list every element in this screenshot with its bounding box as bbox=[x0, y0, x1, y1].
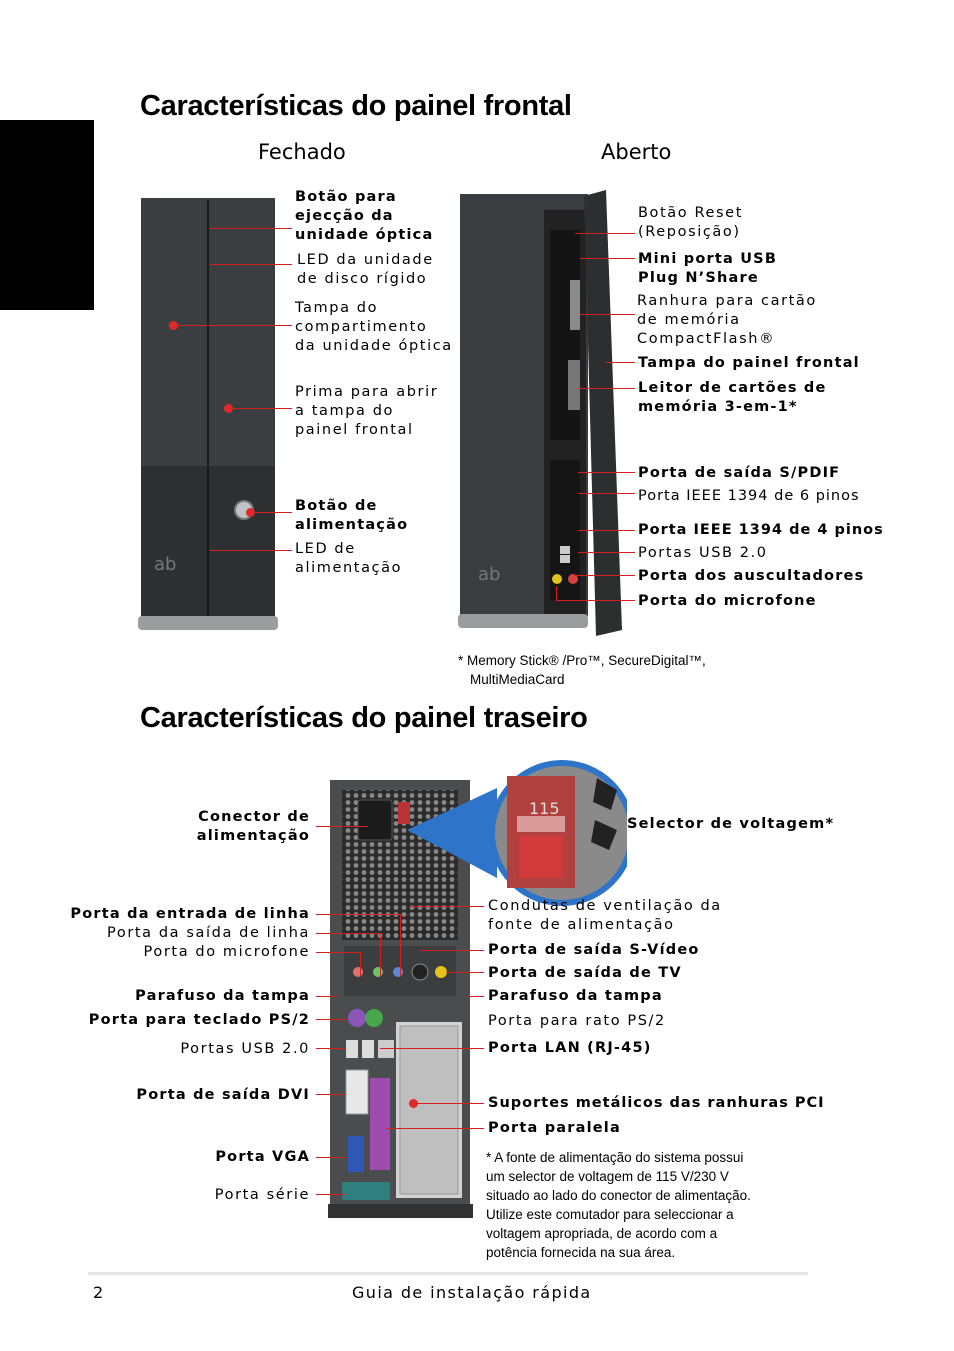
open-label: Aberto bbox=[601, 140, 672, 164]
front-panel-closed-image bbox=[136, 192, 280, 634]
callout-line-in: Porta da entrada de linha bbox=[70, 906, 310, 922]
voltage-selector-zoom bbox=[407, 758, 627, 913]
callout-front-panel-cover: Tampa do painel frontal bbox=[638, 355, 860, 371]
callout-optical-bay-cover: Tampa do compartimento da unidade óptica bbox=[295, 300, 453, 354]
callout-power-led: LED de alimentação bbox=[295, 541, 403, 576]
callout-mini-usb: Mini porta USB Plug N’Share bbox=[638, 251, 778, 286]
callout-ps2-keyboard: Porta para teclado PS/2 bbox=[88, 1012, 310, 1028]
language-side-tab bbox=[0, 120, 94, 310]
callout-cover-screw-right: Parafuso da tampa bbox=[488, 988, 663, 1004]
footer-rule bbox=[88, 1272, 808, 1275]
callout-line-out: Porta da saída de linha bbox=[107, 925, 310, 941]
callout-cover-screw-left: Parafuso da tampa bbox=[135, 988, 310, 1004]
callout-power-connector: Conector de alimentação bbox=[196, 809, 310, 844]
rear-panel-title: Características do painel traseiro bbox=[140, 702, 588, 734]
callout-tv-out: Porta de saída de TV bbox=[488, 965, 682, 981]
callout-eject-button: Botão para ejecção da unidade óptica bbox=[295, 189, 434, 243]
callout-serial-port: Porta série bbox=[214, 1187, 310, 1203]
callout-svideo-out: Porta de saída S-Vídeo bbox=[488, 942, 700, 958]
page-number: 2 bbox=[93, 1283, 105, 1302]
callout-press-to-open: Prima para abrir a tampa do painel frontal bbox=[295, 384, 439, 438]
callout-power-button: Botão de alimentação bbox=[295, 498, 409, 533]
callout-headphone-port: Porta dos auscultadores bbox=[638, 568, 865, 584]
svg-text:115: 115 bbox=[529, 799, 560, 818]
callout-psu-vents: Condutas de ventilação da fonte de alimentação bbox=[488, 898, 722, 933]
callout-usb-ports-rear: Portas USB 2.0 bbox=[180, 1041, 310, 1057]
callout-mic-rear: Porta do microfone bbox=[143, 944, 310, 960]
callout-usb-ports-front: Portas USB 2.0 bbox=[638, 545, 768, 561]
callout-hdd-led: LED da unidade de disco rígido bbox=[297, 252, 434, 287]
callout-ieee1394-4pin: Porta IEEE 1394 de 4 pinos bbox=[638, 522, 884, 538]
callout-parallel-port: Porta paralela bbox=[488, 1120, 621, 1136]
guide-title: Guia de instalação rápida bbox=[352, 1283, 592, 1302]
callout-ieee1394-6pin: Porta IEEE 1394 de 6 pinos bbox=[638, 488, 860, 504]
svg-text:ab: ab bbox=[154, 554, 177, 575]
front-footnote: * Memory Stick® /Pro™, SecureDigital™, MultiMediaCard bbox=[458, 653, 706, 687]
closed-label: Fechado bbox=[258, 140, 346, 164]
callout-dvi-out: Porta de saída DVI bbox=[136, 1087, 310, 1103]
callout-vga-port: Porta VGA bbox=[215, 1149, 310, 1165]
rear-footnote: * A fonte de alimentação do sistema possui um selector de voltagem de 115 V/230 V situado ao lado do conector de alimentação. Utilize este comutador para seleccionar a voltagem apropriada, de acordo com a potência fornecida na sua área. bbox=[486, 1150, 751, 1260]
callout-lan-port: Porta LAN (RJ-45) bbox=[488, 1040, 652, 1056]
callout-pci-brackets: Suportes metálicos das ranhuras PCI bbox=[488, 1095, 825, 1111]
callout-voltage-selector: Selector de voltagem* bbox=[627, 816, 835, 832]
callout-mic-port-front: Porta do microfone bbox=[638, 593, 817, 609]
callout-ps2-mouse: Porta para rato PS/2 bbox=[488, 1013, 666, 1029]
callout-card-reader: Leitor de cartões de memória 3-em-1* bbox=[638, 380, 827, 415]
svg-text:ab: ab bbox=[478, 564, 501, 585]
callout-spdif-out: Porta de saída S/PDIF bbox=[638, 465, 841, 481]
callout-reset-button: Botão Reset (Reposição) bbox=[638, 205, 743, 240]
front-panel-title: Características do painel frontal bbox=[140, 90, 572, 122]
callout-compactflash-slot: Ranhura para cartão de memória CompactFlash® bbox=[637, 293, 817, 347]
